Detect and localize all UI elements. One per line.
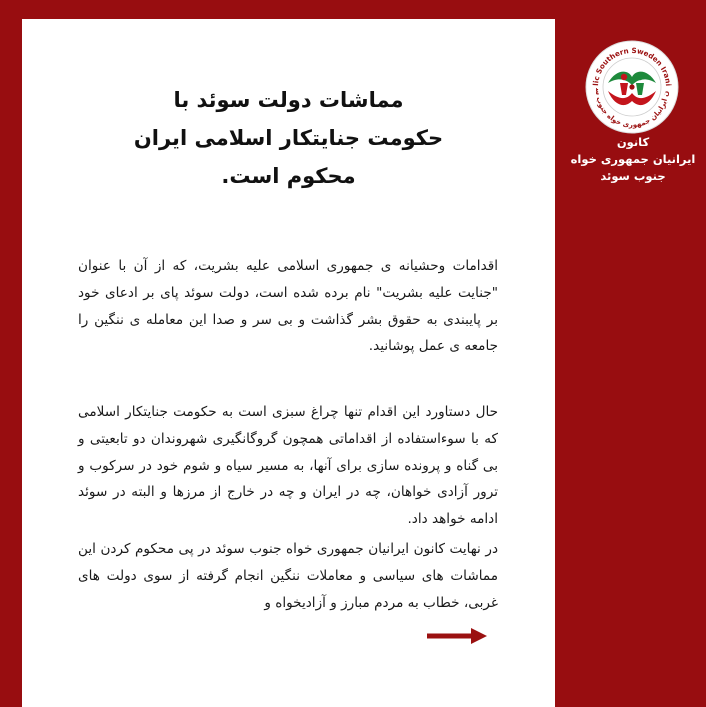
arrow-right-icon — [427, 628, 487, 644]
body-paragraph-1: اقدامات وحشیانه ی جمهوری اسلامی علیه بشریت، که از آن با عنوان "جنایت علیه بشریت" نام برده شده است، دولت سوئد پای بر ادعای خود بر پایبندی به حقوق بشر گذاشت و بی سر و صدا این معامله ی ننگین را جامعه ی عمل پوشانید. — [78, 258, 498, 355]
org-name-line-2: ایرانیان جمهوری خواه — [570, 152, 696, 166]
org-name-line-1: کانون — [616, 135, 650, 149]
organization-seal-icon — [584, 39, 680, 135]
organization-name — [560, 134, 706, 185]
organization-logo — [584, 39, 680, 135]
logo-ring-persian: ن ایرانیان جمهوری خواه جنوب س — [593, 88, 671, 130]
article-page — [22, 19, 555, 707]
article-title — [22, 81, 555, 195]
title-line-3: محکوم است. — [221, 164, 356, 188]
body-paragraph-2: حال دستاورد این اقدام تنها چراغ سبزی است به حکومت جنایتکار اسلامی که با سوءاستفاده از اقداماتی همچون گروگانگیری شهروندان دو تابعیتی و بی گناه و پرونده سازی برای آنها، به مسیر سیاه و شوم خود در سرکوب و ترور آزادی خواهان، چه در ایران و چه در خارج از مرزها و البته در سوئد ادامه خواهد داد. — [78, 404, 498, 528]
next-page-button[interactable] — [427, 628, 487, 644]
logo-ring-english: lic Southern Sweden Irani — [591, 45, 673, 87]
title-line-1: مماشات دولت سوئد با — [173, 88, 404, 112]
title-line-2: حکومت جنایتکار اسلامی ایران — [133, 126, 444, 150]
org-name-line-3: جنوب سوئد — [600, 169, 666, 183]
body-paragraph-3: در نهایت کانون ایرانیان جمهوری خواه جنوب سوئد در پی محکوم کردن این مماشات های سیاسی و معاملات ننگین انجام گرفته از سوی دولت های غربی، خطاب به مردم مبارز و آزادیخواه و — [78, 541, 498, 611]
